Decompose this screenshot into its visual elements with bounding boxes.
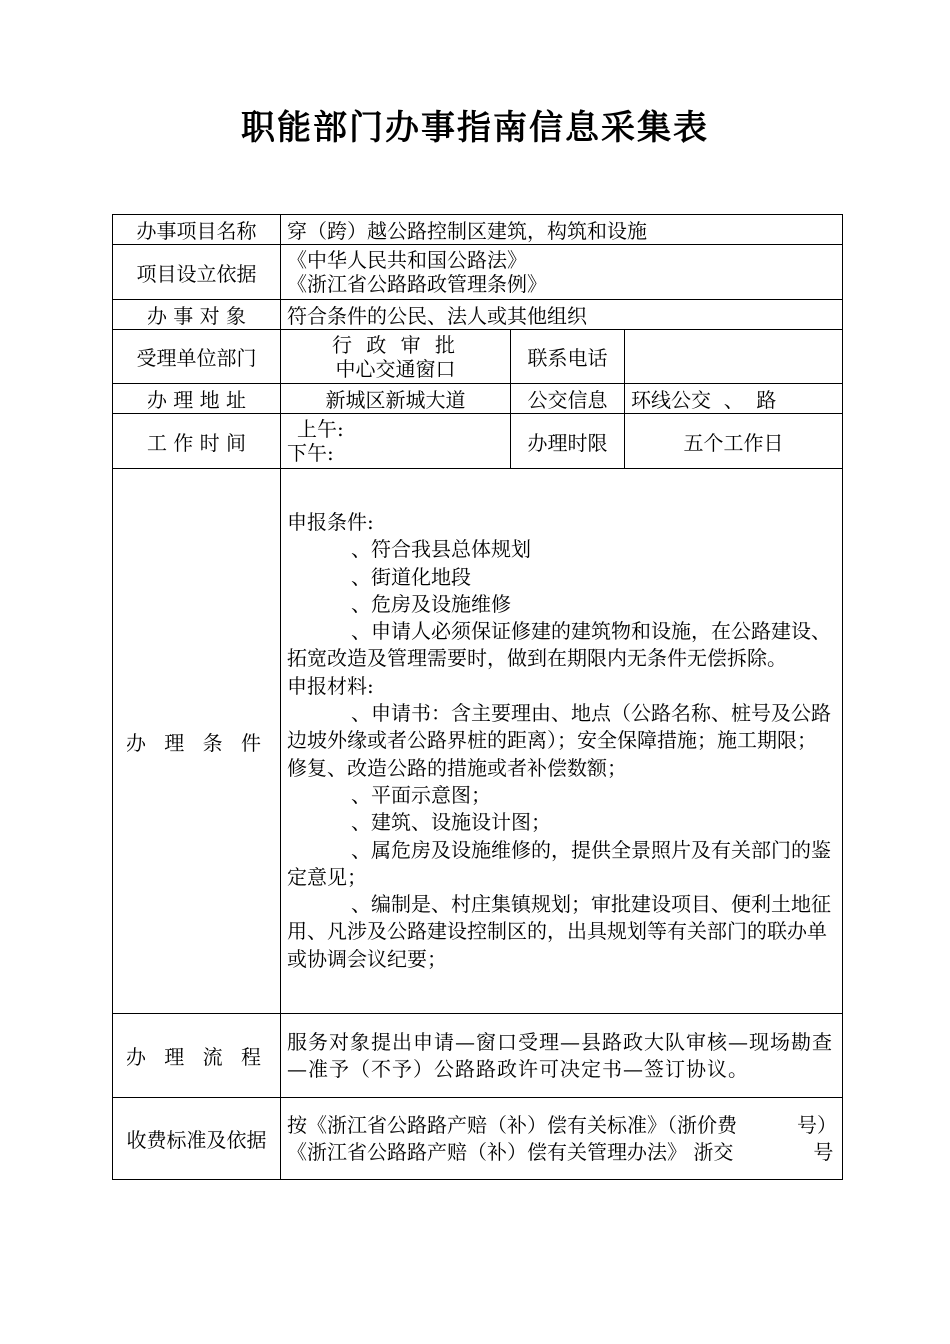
- page-title: 职能部门办事指南信息采集表: [241, 108, 709, 148]
- item-name-label: 办事项目名称: [113, 215, 281, 245]
- apply-condition-item: 、街道化地段: [351, 564, 471, 589]
- bus-value: 环线公交 、 路: [625, 384, 843, 414]
- row-conditions: [113, 469, 843, 1014]
- material-item: 、平面示意图；: [351, 782, 491, 807]
- hours-label: 工 作 时 间: [113, 414, 281, 469]
- address-label: 办 理 地 址: [113, 384, 281, 414]
- basis-label: 项目设立依据: [113, 245, 281, 300]
- material-item: 、建筑、设施设计图；: [351, 810, 551, 835]
- apply-conditions-heading: 申报条件:: [287, 509, 374, 534]
- phone-label: 联系电话: [511, 330, 625, 384]
- hours-am: 上午:: [297, 417, 344, 441]
- phone-value: [625, 330, 843, 384]
- process-label: 办 理 流 程: [113, 1014, 281, 1098]
- row-basis: [113, 245, 843, 300]
- material-item: 、属危房及设施维修的，提供全景照片及有关部门的鉴定意见；: [287, 837, 831, 889]
- basis-value: [281, 245, 843, 300]
- info-form-table: [112, 214, 843, 1180]
- apply-condition-item: 、符合我县总体规划: [351, 537, 531, 562]
- material-item: 、申请书：含主要理由、地点（公路名称、桩号及公路边坡外缘或者公路界桩的距离）；安全保障措施；施工期限；修复、改造公路的措施或者补偿数额；: [287, 701, 831, 780]
- row-address: [113, 384, 843, 414]
- basis-law-1: 《中华人民共和国公路法》: [287, 248, 527, 272]
- fee-label: 收费标准及依据: [113, 1098, 281, 1180]
- conditions-value: [281, 469, 843, 1014]
- apply-condition-item: 、申请人必须保证修建的建筑物和设施，在公路建设、拓宽改造及管理需要时，做到在期限内无条件无偿拆除。: [287, 619, 831, 671]
- row-target: [113, 300, 843, 330]
- row-hours: [113, 414, 843, 469]
- dept-label: 受理单位部门: [113, 330, 281, 384]
- row-dept: [113, 330, 843, 384]
- dept-value: [281, 330, 511, 384]
- hours-value: [281, 414, 511, 469]
- process-value: 服务对象提出申请—窗口受理—县路政大队审核—现场勘查—准予（不予）公路路政许可决定书—签订协议。: [281, 1014, 843, 1098]
- row-item-name: [113, 215, 843, 245]
- apply-condition-item: 、危房及设施维修: [351, 591, 511, 616]
- item-name-value: 穿（跨）越公路控制区建筑，构筑和设施: [281, 215, 843, 245]
- limit-value: 五个工作日: [625, 414, 843, 469]
- dept-value-line-2: 中心交通窗口: [335, 356, 456, 381]
- basis-law-2: 《浙江省公路路政管理条例》: [287, 272, 547, 296]
- address-value: 新城区新城大道: [281, 384, 511, 414]
- material-item: 、编制是、村庄集镇规划；审批建设项目、便利土地征用、凡涉及公路建设控制区的，出具规划等有关部门的联办单或协调会议纪要；: [287, 892, 831, 971]
- materials-heading: 申报材料:: [287, 673, 374, 698]
- row-fee: [113, 1098, 843, 1180]
- conditions-label: 办 理 条 件: [113, 469, 281, 1014]
- fee-value: 按《浙江省公路路产赔（补）偿有关标准》（浙价费 号）《浙江省公路路产赔（补）偿有关管理办法》 浙交 号: [281, 1098, 843, 1180]
- target-label: 办 事 对 象: [113, 300, 281, 330]
- bus-label: 公交信息: [511, 384, 625, 414]
- limit-label: 办理时限: [511, 414, 625, 469]
- row-process: [113, 1014, 843, 1098]
- dept-value-line-1: 行 政 审 批: [331, 332, 460, 357]
- hours-pm: 下午:: [287, 441, 334, 465]
- target-value: 符合条件的公民、法人或其他组织: [281, 300, 843, 330]
